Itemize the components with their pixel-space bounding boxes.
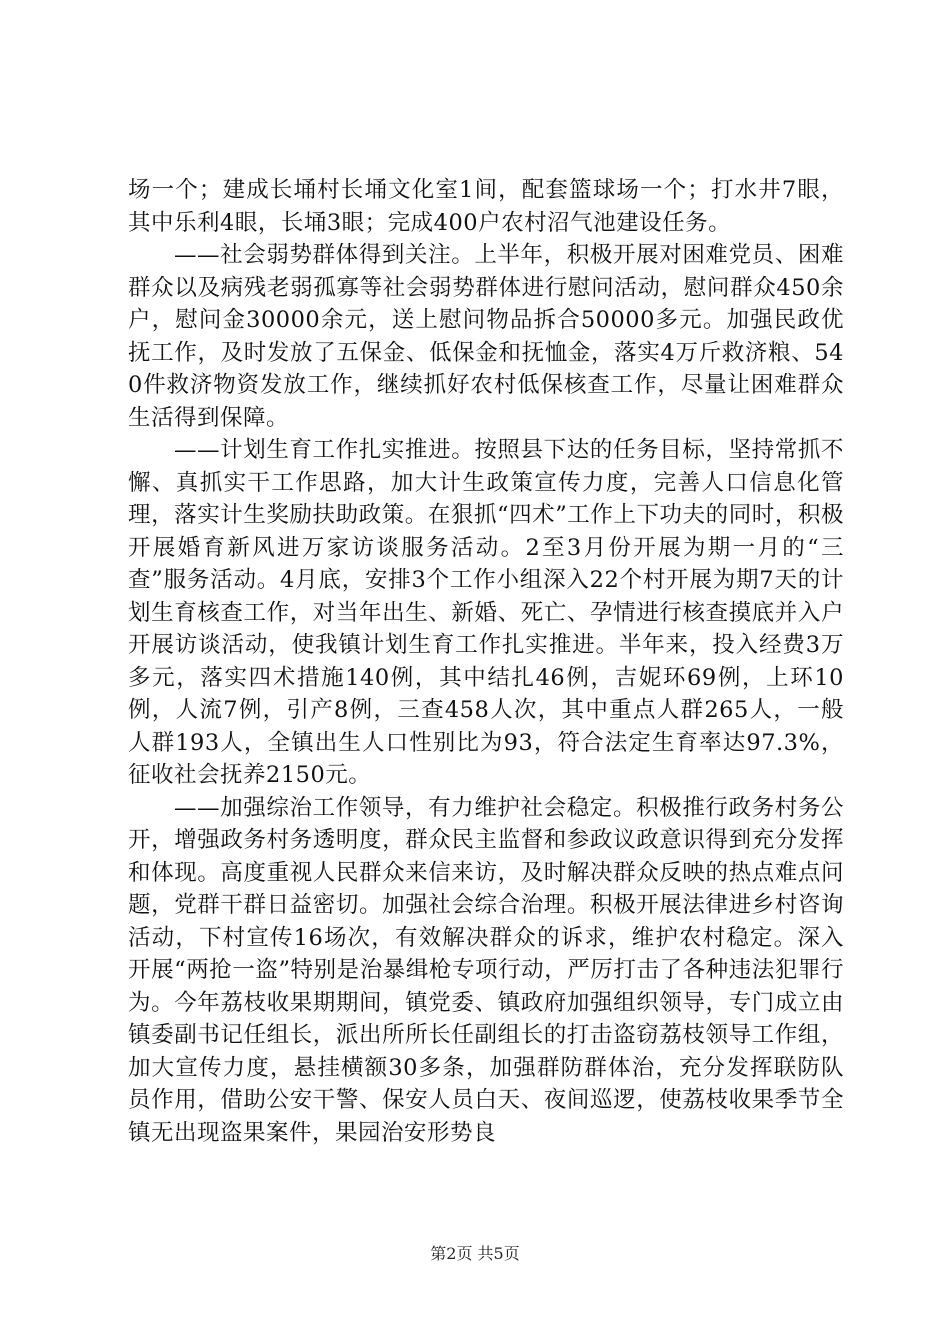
page-footer <box>0 1244 950 1264</box>
paragraph-infrastructure: 场一个；建成长埇村长埇文化室1间，配套篮球场一个；打水井7眼，其中乐利4眼，长埇3眼；完成400户农村沼气池建设任务。 <box>128 177 844 236</box>
document-body <box>128 174 844 1149</box>
page-number-label: 第2页 共5页 <box>430 1244 520 1263</box>
paragraph-family-planning: ——计划生育工作扎实推进。按照县下达的任务目标，坚持常抓不懈、真抓实干工作思路，加大计生政策宣传力度，完善人口信息化管理，落实计生奖励扶助政策。在狠抓“四术”工作上下功夫的同时，积极开展婚育新风进万家访谈服务活动。2至3月份开展为期一月的“三查”服务活动。4月底，安排3个工作小组深入22个村开展为期7天的计划生育核查工作，对当年出生、新婚、死亡、孕情进行核查摸底并入户开展访谈活动，使我镇计划生育工作扎实推进。半年来，投入经费3万多元，落实四术措施140例，其中结扎46例，吉妮环69例，上环10例，人流7例，引产8例，三查458人次，其中重点人群265人，一般人群193人，全镇出生人口性别比为93，符合法定生育率达97.3%，征收社会抚养2150元。 <box>128 437 844 788</box>
paragraph-vulnerable-groups: ——社会弱势群体得到关注。上半年，积极开展对困难党员、困难群众以及病残老弱孤寡等社会弱势群体进行慰问活动，慰问群众450余户，慰问金30000余元，送上慰问物品拆合50000多元。加强民政优抚工作，及时发放了五保金、低保金和抚恤金，落实4万斤救济粮、540件救济物资发放工作，继续抓好农村低保核查工作，尽量让困难群众生活得到保障。 <box>128 242 844 431</box>
paragraph-social-stability: ——加强综治工作领导，有力维护社会稳定。积极推行政务村务公开，增强政务村务透明度，群众民主监督和参政议政意识得到充分发挥和体现。高度重视人民群众来信来访，及时解决群众反映的热点难点问题，党群干群日益密切。加强社会综合治理。积极开展法律进乡村咨询活动，下村宣传16场次，有效解决群众的诉求，维护农村稳定。深入开展“两抢一盗”特别是治暴缉枪专项行动，严厉打击了各种违法犯罪行为。今年荔枝收果期期间，镇党委、镇政府加强组织领导，专门成立由镇委副书记任组长，派出所所长任副组长的打击盗窃荔枝领导工作组，加大宣传力度，悬挂横额30多条，加强群防群体治，充分发挥联防队员作用，借助公安干警、保安人员白天、夜间巡逻，使荔枝收果季节全镇无出现盗果案件，果园治安形势良 <box>128 794 844 1146</box>
